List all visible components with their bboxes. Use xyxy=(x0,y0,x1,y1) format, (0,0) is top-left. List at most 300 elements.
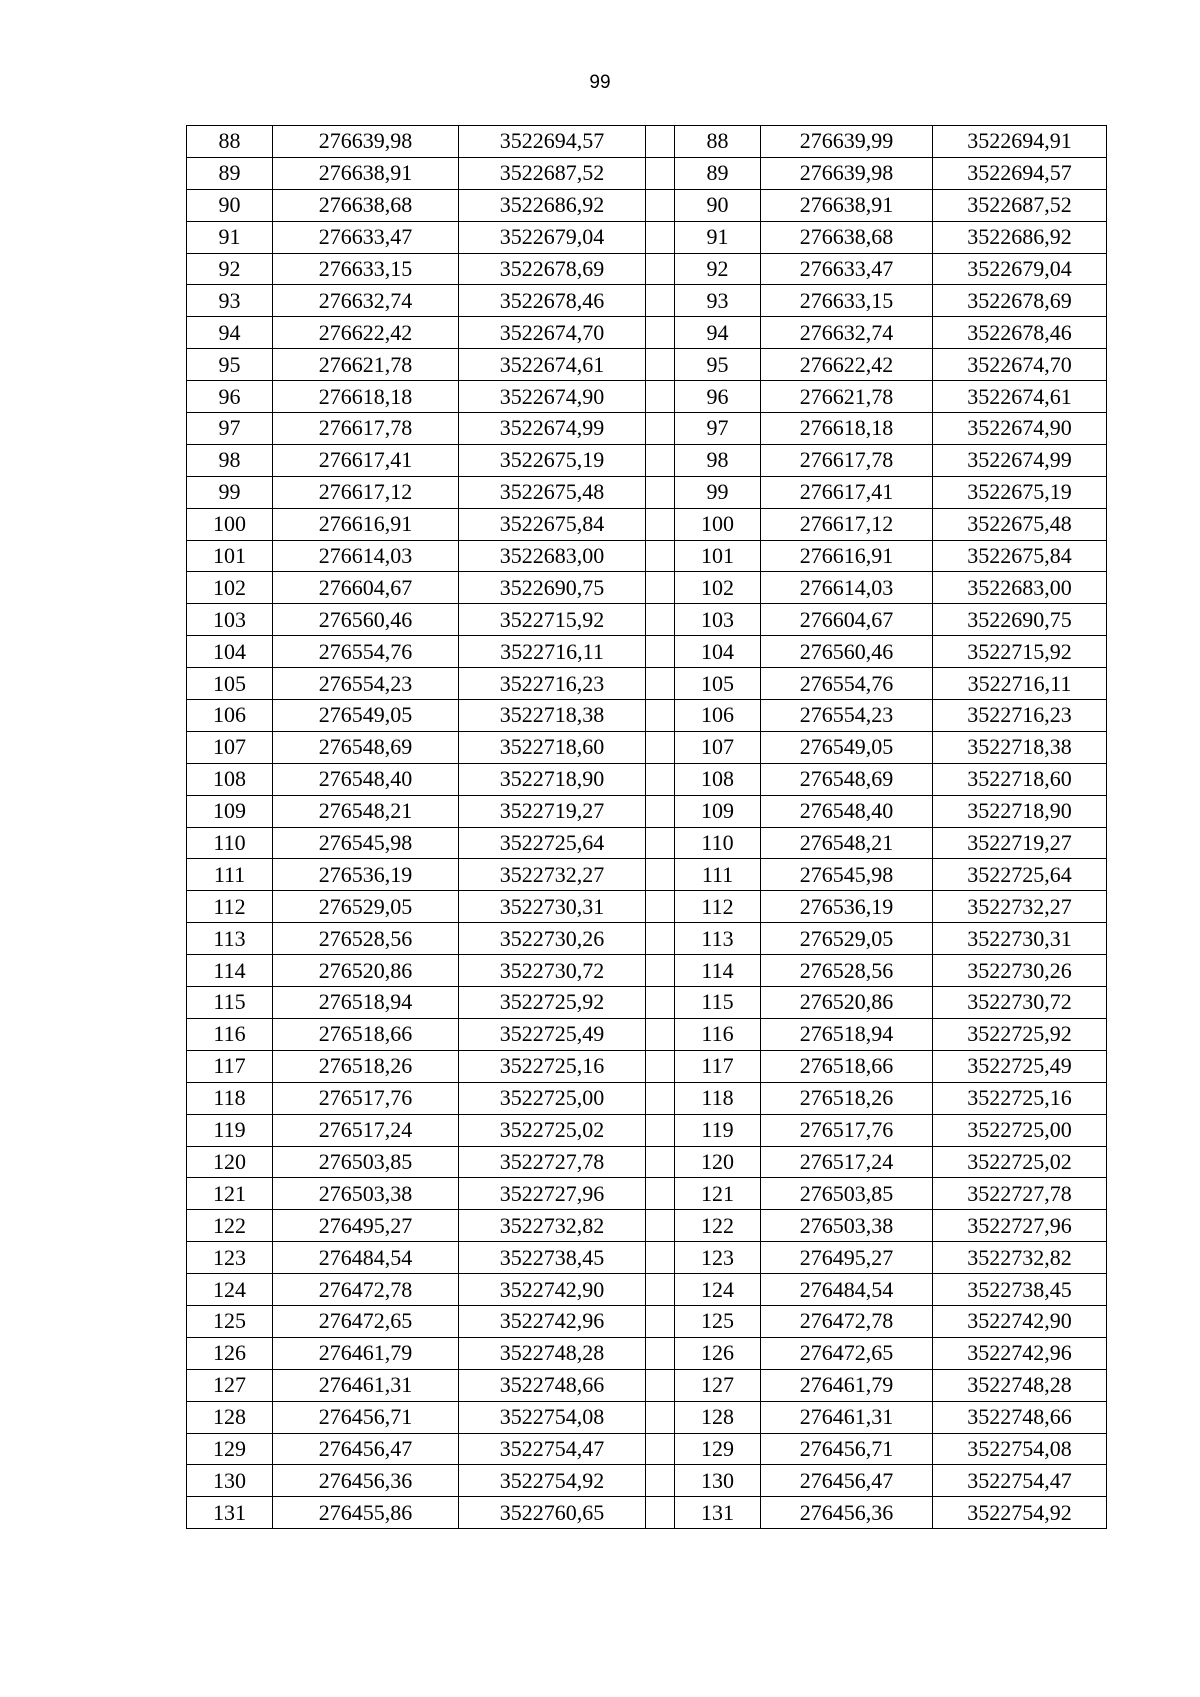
prev-y-coordinate: 3522674,61 xyxy=(933,381,1107,413)
prev-point-number: 124 xyxy=(675,1274,761,1306)
table-row xyxy=(187,1401,1107,1433)
prev-point-number: 99 xyxy=(675,476,761,508)
prev-y-coordinate: 3522727,78 xyxy=(933,1178,1107,1210)
x-coordinate: 276503,85 xyxy=(273,1146,459,1178)
prev-y-coordinate: 3522679,04 xyxy=(933,253,1107,285)
y-coordinate: 3522730,72 xyxy=(459,955,646,987)
prev-point-number: 102 xyxy=(675,572,761,604)
x-coordinate: 276617,12 xyxy=(273,476,459,508)
prev-y-coordinate: 3522725,16 xyxy=(933,1082,1107,1114)
point-number: 116 xyxy=(187,1018,273,1050)
x-coordinate: 276560,46 xyxy=(273,604,459,636)
y-coordinate: 3522675,19 xyxy=(459,444,646,476)
table-row xyxy=(187,572,1107,604)
prev-y-coordinate: 3522674,99 xyxy=(933,444,1107,476)
separator-cell xyxy=(646,317,675,349)
table-row xyxy=(187,1082,1107,1114)
x-coordinate: 276455,86 xyxy=(273,1497,459,1529)
prev-point-number: 104 xyxy=(675,636,761,668)
point-number: 92 xyxy=(187,253,273,285)
separator-cell xyxy=(646,381,675,413)
prev-x-coordinate: 276638,91 xyxy=(761,189,933,221)
table-row xyxy=(187,1210,1107,1242)
y-coordinate: 3522683,00 xyxy=(459,540,646,572)
table-row xyxy=(187,731,1107,763)
table-row xyxy=(187,700,1107,732)
y-coordinate: 3522716,11 xyxy=(459,636,646,668)
y-coordinate: 3522748,28 xyxy=(459,1337,646,1369)
prev-y-coordinate: 3522674,70 xyxy=(933,349,1107,381)
prev-point-number: 128 xyxy=(675,1401,761,1433)
separator-cell xyxy=(646,1401,675,1433)
x-coordinate: 276456,36 xyxy=(273,1465,459,1497)
point-number: 102 xyxy=(187,572,273,604)
point-number: 115 xyxy=(187,987,273,1019)
table-row xyxy=(187,317,1107,349)
x-coordinate: 276528,56 xyxy=(273,923,459,955)
table-row xyxy=(187,636,1107,668)
prev-y-coordinate: 3522738,45 xyxy=(933,1274,1107,1306)
prev-x-coordinate: 276548,40 xyxy=(761,795,933,827)
table-row xyxy=(187,1465,1107,1497)
x-coordinate: 276633,15 xyxy=(273,253,459,285)
prev-x-coordinate: 276518,94 xyxy=(761,1018,933,1050)
x-coordinate: 276529,05 xyxy=(273,891,459,923)
y-coordinate: 3522754,08 xyxy=(459,1401,646,1433)
y-coordinate: 3522719,27 xyxy=(459,795,646,827)
table-row xyxy=(187,1433,1107,1465)
point-number: 126 xyxy=(187,1337,273,1369)
separator-cell xyxy=(646,1274,675,1306)
x-coordinate: 276461,79 xyxy=(273,1337,459,1369)
prev-point-number: 92 xyxy=(675,253,761,285)
y-coordinate: 3522674,70 xyxy=(459,317,646,349)
prev-point-number: 88 xyxy=(675,126,761,158)
point-number: 96 xyxy=(187,381,273,413)
prev-y-coordinate: 3522686,92 xyxy=(933,221,1107,253)
prev-y-coordinate: 3522730,72 xyxy=(933,987,1107,1019)
prev-y-coordinate: 3522716,11 xyxy=(933,668,1107,700)
table-row xyxy=(187,668,1107,700)
x-coordinate: 276518,26 xyxy=(273,1050,459,1082)
x-coordinate: 276554,76 xyxy=(273,636,459,668)
table-row xyxy=(187,157,1107,189)
y-coordinate: 3522678,69 xyxy=(459,253,646,285)
table-row xyxy=(187,1018,1107,1050)
prev-x-coordinate: 276517,24 xyxy=(761,1146,933,1178)
prev-x-coordinate: 276520,86 xyxy=(761,987,933,1019)
prev-y-coordinate: 3522732,27 xyxy=(933,891,1107,923)
y-coordinate: 3522754,92 xyxy=(459,1465,646,1497)
y-coordinate: 3522725,16 xyxy=(459,1050,646,1082)
prev-x-coordinate: 276461,79 xyxy=(761,1369,933,1401)
y-coordinate: 3522742,96 xyxy=(459,1305,646,1337)
table-row xyxy=(187,126,1107,158)
prev-x-coordinate: 276456,47 xyxy=(761,1465,933,1497)
point-number: 120 xyxy=(187,1146,273,1178)
separator-cell xyxy=(646,763,675,795)
prev-point-number: 114 xyxy=(675,955,761,987)
prev-point-number: 95 xyxy=(675,349,761,381)
prev-x-coordinate: 276472,78 xyxy=(761,1305,933,1337)
y-coordinate: 3522675,84 xyxy=(459,508,646,540)
prev-point-number: 127 xyxy=(675,1369,761,1401)
prev-point-number: 123 xyxy=(675,1242,761,1274)
separator-cell xyxy=(646,189,675,221)
point-number: 130 xyxy=(187,1465,273,1497)
coordinates-table xyxy=(186,125,1107,1529)
separator-cell xyxy=(646,1465,675,1497)
prev-point-number: 107 xyxy=(675,731,761,763)
y-coordinate: 3522725,64 xyxy=(459,827,646,859)
prev-y-coordinate: 3522719,27 xyxy=(933,827,1107,859)
point-number: 128 xyxy=(187,1401,273,1433)
point-number: 123 xyxy=(187,1242,273,1274)
prev-point-number: 115 xyxy=(675,987,761,1019)
coordinates-table-body xyxy=(187,126,1107,1529)
table-row xyxy=(187,189,1107,221)
point-number: 114 xyxy=(187,955,273,987)
x-coordinate: 276536,19 xyxy=(273,859,459,891)
y-coordinate: 3522718,90 xyxy=(459,763,646,795)
point-number: 124 xyxy=(187,1274,273,1306)
table-row xyxy=(187,763,1107,795)
prev-y-coordinate: 3522678,46 xyxy=(933,317,1107,349)
prev-x-coordinate: 276484,54 xyxy=(761,1274,933,1306)
y-coordinate: 3522675,48 xyxy=(459,476,646,508)
y-coordinate: 3522718,60 xyxy=(459,731,646,763)
table-row xyxy=(187,1274,1107,1306)
prev-point-number: 93 xyxy=(675,285,761,317)
prev-x-coordinate: 276545,98 xyxy=(761,859,933,891)
point-number: 95 xyxy=(187,349,273,381)
x-coordinate: 276517,24 xyxy=(273,1114,459,1146)
y-coordinate: 3522687,52 xyxy=(459,157,646,189)
prev-y-coordinate: 3522742,96 xyxy=(933,1337,1107,1369)
separator-cell xyxy=(646,1337,675,1369)
x-coordinate: 276456,47 xyxy=(273,1433,459,1465)
x-coordinate: 276472,78 xyxy=(273,1274,459,1306)
prev-x-coordinate: 276456,71 xyxy=(761,1433,933,1465)
y-coordinate: 3522727,96 xyxy=(459,1178,646,1210)
x-coordinate: 276638,91 xyxy=(273,157,459,189)
x-coordinate: 276616,91 xyxy=(273,508,459,540)
point-number: 112 xyxy=(187,891,273,923)
point-number: 103 xyxy=(187,604,273,636)
separator-cell xyxy=(646,221,675,253)
separator-cell xyxy=(646,859,675,891)
table-row xyxy=(187,1178,1107,1210)
separator-cell xyxy=(646,508,675,540)
table-row xyxy=(187,1242,1107,1274)
y-coordinate: 3522694,57 xyxy=(459,126,646,158)
y-coordinate: 3522716,23 xyxy=(459,668,646,700)
prev-x-coordinate: 276633,47 xyxy=(761,253,933,285)
x-coordinate: 276632,74 xyxy=(273,285,459,317)
prev-x-coordinate: 276622,42 xyxy=(761,349,933,381)
point-number: 106 xyxy=(187,700,273,732)
table-row xyxy=(187,540,1107,572)
prev-point-number: 111 xyxy=(675,859,761,891)
x-coordinate: 276461,31 xyxy=(273,1369,459,1401)
prev-point-number: 109 xyxy=(675,795,761,827)
x-coordinate: 276548,40 xyxy=(273,763,459,795)
y-coordinate: 3522686,92 xyxy=(459,189,646,221)
point-number: 98 xyxy=(187,444,273,476)
y-coordinate: 3522715,92 xyxy=(459,604,646,636)
prev-point-number: 112 xyxy=(675,891,761,923)
separator-cell xyxy=(646,1305,675,1337)
point-number: 90 xyxy=(187,189,273,221)
prev-y-coordinate: 3522690,75 xyxy=(933,604,1107,636)
separator-cell xyxy=(646,1210,675,1242)
point-number: 122 xyxy=(187,1210,273,1242)
separator-cell xyxy=(646,349,675,381)
prev-point-number: 131 xyxy=(675,1497,761,1529)
prev-x-coordinate: 276638,68 xyxy=(761,221,933,253)
prev-y-coordinate: 3522725,92 xyxy=(933,1018,1107,1050)
separator-cell xyxy=(646,1114,675,1146)
prev-x-coordinate: 276517,76 xyxy=(761,1114,933,1146)
y-coordinate: 3522718,38 xyxy=(459,700,646,732)
table-row xyxy=(187,1146,1107,1178)
prev-x-coordinate: 276639,98 xyxy=(761,157,933,189)
separator-cell xyxy=(646,604,675,636)
prev-y-coordinate: 3522732,82 xyxy=(933,1242,1107,1274)
table-row xyxy=(187,285,1107,317)
prev-x-coordinate: 276528,56 xyxy=(761,955,933,987)
y-coordinate: 3522727,78 xyxy=(459,1146,646,1178)
table-row xyxy=(187,1497,1107,1529)
prev-point-number: 126 xyxy=(675,1337,761,1369)
table-row xyxy=(187,923,1107,955)
table-row xyxy=(187,795,1107,827)
x-coordinate: 276618,18 xyxy=(273,381,459,413)
table-row xyxy=(187,508,1107,540)
prev-point-number: 103 xyxy=(675,604,761,636)
prev-x-coordinate: 276560,46 xyxy=(761,636,933,668)
y-coordinate: 3522690,75 xyxy=(459,572,646,604)
y-coordinate: 3522679,04 xyxy=(459,221,646,253)
prev-x-coordinate: 276632,74 xyxy=(761,317,933,349)
y-coordinate: 3522725,02 xyxy=(459,1114,646,1146)
prev-point-number: 96 xyxy=(675,381,761,413)
prev-point-number: 121 xyxy=(675,1178,761,1210)
separator-cell xyxy=(646,1433,675,1465)
prev-y-coordinate: 3522727,96 xyxy=(933,1210,1107,1242)
prev-point-number: 89 xyxy=(675,157,761,189)
separator-cell xyxy=(646,285,675,317)
prev-y-coordinate: 3522754,08 xyxy=(933,1433,1107,1465)
prev-x-coordinate: 276617,12 xyxy=(761,508,933,540)
prev-x-coordinate: 276614,03 xyxy=(761,572,933,604)
prev-x-coordinate: 276503,85 xyxy=(761,1178,933,1210)
table-row xyxy=(187,381,1107,413)
separator-cell xyxy=(646,253,675,285)
y-coordinate: 3522730,26 xyxy=(459,923,646,955)
x-coordinate: 276621,78 xyxy=(273,349,459,381)
x-coordinate: 276518,66 xyxy=(273,1018,459,1050)
table-row xyxy=(187,413,1107,445)
prev-y-coordinate: 3522694,91 xyxy=(933,126,1107,158)
x-coordinate: 276548,69 xyxy=(273,731,459,763)
prev-point-number: 118 xyxy=(675,1082,761,1114)
separator-cell xyxy=(646,636,675,668)
prev-x-coordinate: 276461,31 xyxy=(761,1401,933,1433)
y-coordinate: 3522678,46 xyxy=(459,285,646,317)
separator-cell xyxy=(646,1242,675,1274)
separator-cell xyxy=(646,795,675,827)
prev-y-coordinate: 3522687,52 xyxy=(933,189,1107,221)
separator-cell xyxy=(646,955,675,987)
point-number: 119 xyxy=(187,1114,273,1146)
prev-y-coordinate: 3522694,57 xyxy=(933,157,1107,189)
x-coordinate: 276638,68 xyxy=(273,189,459,221)
table-row xyxy=(187,859,1107,891)
prev-x-coordinate: 276456,36 xyxy=(761,1497,933,1529)
prev-x-coordinate: 276529,05 xyxy=(761,923,933,955)
prev-y-coordinate: 3522730,26 xyxy=(933,955,1107,987)
prev-point-number: 98 xyxy=(675,444,761,476)
prev-x-coordinate: 276518,66 xyxy=(761,1050,933,1082)
x-coordinate: 276518,94 xyxy=(273,987,459,1019)
prev-y-coordinate: 3522725,02 xyxy=(933,1146,1107,1178)
prev-y-coordinate: 3522675,19 xyxy=(933,476,1107,508)
x-coordinate: 276617,41 xyxy=(273,444,459,476)
prev-y-coordinate: 3522730,31 xyxy=(933,923,1107,955)
prev-x-coordinate: 276495,27 xyxy=(761,1242,933,1274)
y-coordinate: 3522732,82 xyxy=(459,1210,646,1242)
x-coordinate: 276617,78 xyxy=(273,413,459,445)
prev-x-coordinate: 276472,65 xyxy=(761,1337,933,1369)
prev-y-coordinate: 3522675,48 xyxy=(933,508,1107,540)
separator-cell xyxy=(646,668,675,700)
separator-cell xyxy=(646,540,675,572)
prev-point-number: 90 xyxy=(675,189,761,221)
y-coordinate: 3522742,90 xyxy=(459,1274,646,1306)
point-number: 110 xyxy=(187,827,273,859)
prev-y-coordinate: 3522742,90 xyxy=(933,1305,1107,1337)
x-coordinate: 276633,47 xyxy=(273,221,459,253)
separator-cell xyxy=(646,157,675,189)
prev-point-number: 122 xyxy=(675,1210,761,1242)
prev-point-number: 130 xyxy=(675,1465,761,1497)
y-coordinate: 3522725,49 xyxy=(459,1018,646,1050)
prev-point-number: 101 xyxy=(675,540,761,572)
prev-x-coordinate: 276633,15 xyxy=(761,285,933,317)
point-number: 101 xyxy=(187,540,273,572)
y-coordinate: 3522725,00 xyxy=(459,1082,646,1114)
point-number: 109 xyxy=(187,795,273,827)
table-row xyxy=(187,253,1107,285)
point-number: 88 xyxy=(187,126,273,158)
prev-y-coordinate: 3522754,92 xyxy=(933,1497,1107,1529)
point-number: 97 xyxy=(187,413,273,445)
point-number: 107 xyxy=(187,731,273,763)
point-number: 121 xyxy=(187,1178,273,1210)
x-coordinate: 276548,21 xyxy=(273,795,459,827)
x-coordinate: 276639,98 xyxy=(273,126,459,158)
prev-y-coordinate: 3522748,66 xyxy=(933,1401,1107,1433)
point-number: 129 xyxy=(187,1433,273,1465)
prev-y-coordinate: 3522748,28 xyxy=(933,1369,1107,1401)
prev-y-coordinate: 3522725,00 xyxy=(933,1114,1107,1146)
prev-x-coordinate: 276536,19 xyxy=(761,891,933,923)
prev-x-coordinate: 276548,69 xyxy=(761,763,933,795)
table-row xyxy=(187,1337,1107,1369)
separator-cell xyxy=(646,1146,675,1178)
prev-point-number: 120 xyxy=(675,1146,761,1178)
y-coordinate: 3522674,99 xyxy=(459,413,646,445)
table-row xyxy=(187,955,1107,987)
prev-y-coordinate: 3522678,69 xyxy=(933,285,1107,317)
table-row xyxy=(187,604,1107,636)
prev-x-coordinate: 276503,38 xyxy=(761,1210,933,1242)
x-coordinate: 276604,67 xyxy=(273,572,459,604)
prev-point-number: 117 xyxy=(675,1050,761,1082)
table-row xyxy=(187,1369,1107,1401)
separator-cell xyxy=(646,731,675,763)
separator-cell xyxy=(646,444,675,476)
separator-cell xyxy=(646,1497,675,1529)
point-number: 108 xyxy=(187,763,273,795)
separator-cell xyxy=(646,923,675,955)
point-number: 127 xyxy=(187,1369,273,1401)
separator-cell xyxy=(646,987,675,1019)
table-row xyxy=(187,444,1107,476)
table-row xyxy=(187,221,1107,253)
separator-cell xyxy=(646,1050,675,1082)
prev-y-coordinate: 3522675,84 xyxy=(933,540,1107,572)
x-coordinate: 276472,65 xyxy=(273,1305,459,1337)
x-coordinate: 276614,03 xyxy=(273,540,459,572)
point-number: 113 xyxy=(187,923,273,955)
prev-x-coordinate: 276604,67 xyxy=(761,604,933,636)
point-number: 91 xyxy=(187,221,273,253)
point-number: 104 xyxy=(187,636,273,668)
prev-y-coordinate: 3522674,90 xyxy=(933,413,1107,445)
prev-x-coordinate: 276617,41 xyxy=(761,476,933,508)
prev-y-coordinate: 3522718,38 xyxy=(933,731,1107,763)
x-coordinate: 276495,27 xyxy=(273,1210,459,1242)
y-coordinate: 3522738,45 xyxy=(459,1242,646,1274)
separator-cell xyxy=(646,126,675,158)
prev-y-coordinate: 3522716,23 xyxy=(933,700,1107,732)
prev-y-coordinate: 3522725,49 xyxy=(933,1050,1107,1082)
x-coordinate: 276503,38 xyxy=(273,1178,459,1210)
prev-point-number: 108 xyxy=(675,763,761,795)
point-number: 111 xyxy=(187,859,273,891)
y-coordinate: 3522754,47 xyxy=(459,1433,646,1465)
prev-x-coordinate: 276618,18 xyxy=(761,413,933,445)
prev-point-number: 97 xyxy=(675,413,761,445)
table-row xyxy=(187,476,1107,508)
y-coordinate: 3522730,31 xyxy=(459,891,646,923)
y-coordinate: 3522732,27 xyxy=(459,859,646,891)
separator-cell xyxy=(646,1178,675,1210)
separator-cell xyxy=(646,1018,675,1050)
prev-y-coordinate: 3522718,60 xyxy=(933,763,1107,795)
point-number: 93 xyxy=(187,285,273,317)
table-row xyxy=(187,1114,1107,1146)
prev-point-number: 110 xyxy=(675,827,761,859)
x-coordinate: 276520,86 xyxy=(273,955,459,987)
y-coordinate: 3522748,66 xyxy=(459,1369,646,1401)
point-number: 131 xyxy=(187,1497,273,1529)
prev-point-number: 129 xyxy=(675,1433,761,1465)
x-coordinate: 276456,71 xyxy=(273,1401,459,1433)
point-number: 100 xyxy=(187,508,273,540)
